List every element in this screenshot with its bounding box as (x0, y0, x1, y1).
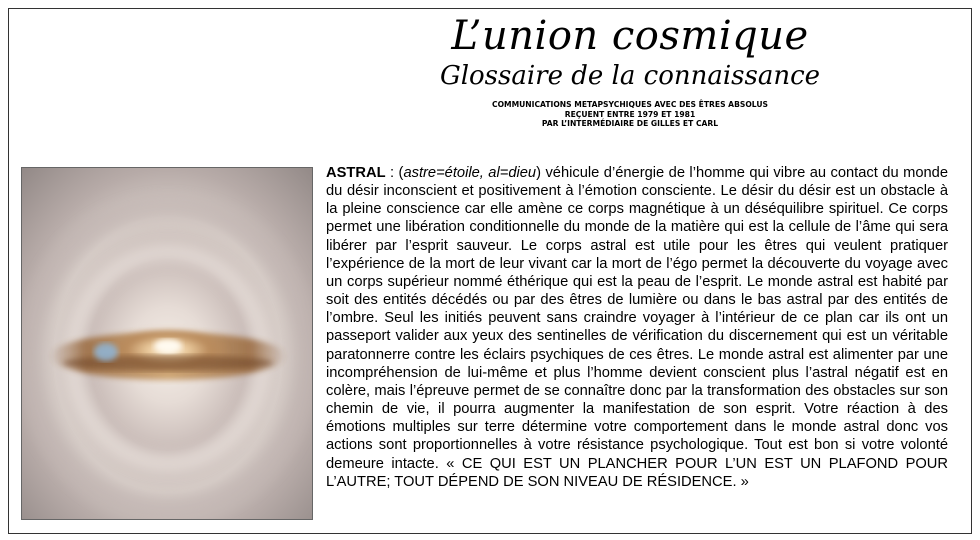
entry-definition: véhicule d’énergie de l’homme qui vibre au contact du monde du désir inconscient et positivement à l’émotion consciente. Le désir du désir est un obstacle à la pleine conscience car elle amène ce corps magnétique à un déséquilibre spirituel. Ce corps permet une libération conditionnelle du monde de la matière qui est la cellule de l’âme qui sera libérer par l’esprit sauveur. Le corps astral est utile pour les êtres qui veulent pratiquer l’expérience de la mort de leur vivant car la mort de l’égo permet la découverte du voyage avec un corps supérieur nommé éthérique qui est la peau de l’esprit. Le monde astral est habité par soit des entités décédés ou par des êtres de lumière ou dans le bas astral par des entités de l’ombre. Seul les initiés peuvent sans craindre voyager à l’intérieur de ce plan car ils ont un passeport valider aux yeux des sentinelles de vérification du discernement qui est un véritable paratonnerre contre les éclairs psychiques de ces êtres. Le monde astral est alimenter par une incompréhension de lui-même et plus l’homme devient conscient plus l’astral négatif est en colère, mais l’épreuve permet de se connaître donc par la transformation des obstacles sur son chemin de vie, il pourra augmenter la manifestation de son esprit. Votre réaction à des émotions multiples sur terre détermine votre comportement dans le monde astral donc vos actions sont proportionnelles à votre résistance psychologique. Tout est bon si votre volonté demeure intacte. « CE QUI EST UN PLANCHER POUR L’UN EST UN PLAFOND POUR L’AUTRE; TOUT DÉPEND DE SON NIVEAU DE RÉSIDENCE. » (326, 165, 948, 490)
source-caption (430, 100, 830, 129)
entry-term: ASTRAL (326, 165, 386, 181)
caption-line: REÇUENT ENTRE 1979 ET 1981 (564, 109, 696, 119)
caption-line: COMMUNICATIONS METAPSYCHIQUES AVEC DES ÊTRES ABSOLUS (492, 100, 768, 109)
page-subtitle: Glossaire de la connaissance (439, 61, 821, 91)
glossary-entry (326, 164, 948, 491)
entry-separator: ) (536, 165, 546, 181)
caption-line: PAR L’INTERMÉDIAIRE DE GILLES ET CARL (541, 119, 719, 128)
entry-etymology: astre=étoile, al=dieu (403, 165, 537, 181)
page-header (430, 14, 830, 129)
page-title: L’union cosmique (451, 13, 809, 59)
galaxy-illustration (22, 168, 313, 520)
entry-separator: : ( (385, 165, 404, 181)
galaxy-image (21, 167, 313, 520)
